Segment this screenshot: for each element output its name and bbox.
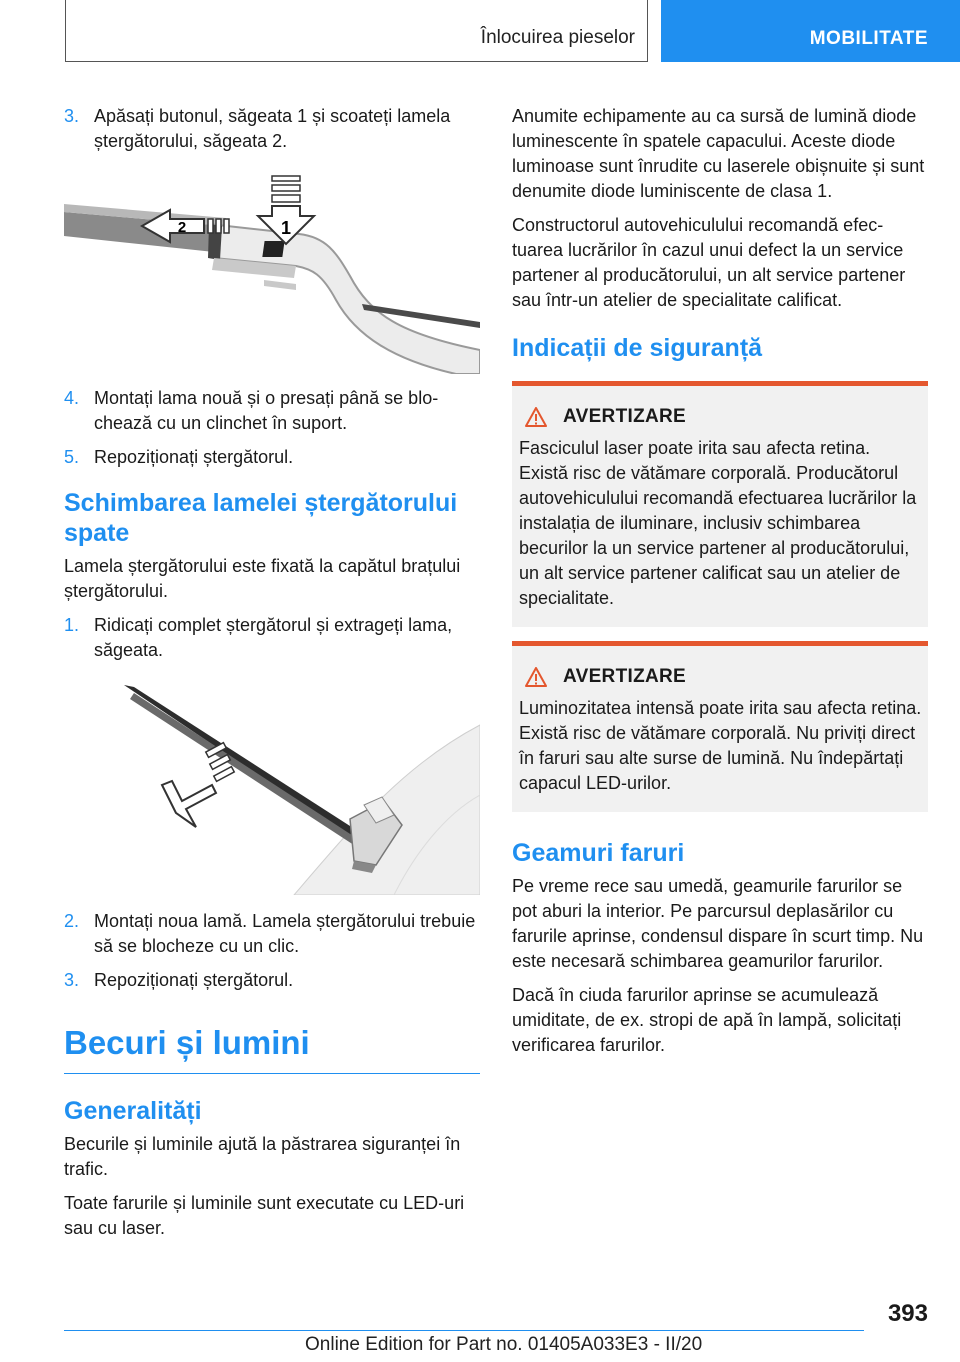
bulbs-heading: Becuri și lumini	[64, 1023, 480, 1074]
general-paragraph: Becurile și luminile ajută la păstrarea siguranței în trafic.	[64, 1134, 461, 1179]
wiper-blade-illustration	[64, 174, 480, 374]
step-item	[64, 104, 480, 154]
headlight-glass-paragraph: Dacă în ciuda farurilor aprinse se acumulează umiditate, de ex. stropi de apă în lampă, solicitați verificarea farurilor.	[512, 985, 902, 1055]
rear-wiper-figure	[64, 685, 480, 895]
step-number: 5.	[64, 447, 80, 467]
step-number: 1.	[64, 615, 80, 635]
step-text: Montați noua lamă. Lamela ștergătorului trebuie să se blocheze cu un clic.	[94, 911, 476, 956]
step-text: Repoziționați ștergătorul.	[94, 447, 294, 467]
step-item	[64, 613, 480, 663]
step-number: 2.	[64, 911, 80, 931]
wiper-blade-removal-figure	[64, 174, 480, 374]
header-chapter-title: MOBILITATE	[809, 28, 928, 49]
led-paragraph: Anumite echipamente au ca sursă de lumină diode luminescente în spatele capacului. Aceste diode luminoase sunt înrudite cu laserele obișnuite și sunt denumite diode luminiscente de clasa 1.	[512, 106, 925, 201]
warning-text: Fasciculul laser poate irita sau afecta retina. Există risc de vătămare corporală. Producătorul autovehiculului recomandă efectuarea lucrărilor la instalația de iluminare, inclusiv schimbarea becurilor la un service partener al producătorului, un alt service partener calificat sau un atelier de specialitate.	[519, 438, 917, 608]
warning-triangle-icon	[525, 667, 547, 687]
general-heading: Generalități	[64, 1097, 202, 1125]
warning-box	[512, 381, 928, 627]
step-number: 3.	[64, 106, 80, 126]
step-number: 4.	[64, 388, 80, 408]
header-section-tab	[65, 0, 648, 62]
general-paragraph: Toate farurile și luminile sunt executate cu LED-uri sau cu laser.	[64, 1193, 465, 1238]
step-item	[64, 909, 480, 959]
warning-box	[512, 641, 928, 812]
warning-triangle-icon	[525, 407, 547, 427]
warning-title-text: AVERTIZARE	[563, 666, 686, 687]
step-number: 3.	[64, 970, 80, 990]
footer-divider	[64, 1330, 864, 1331]
arrow-1-label: 1	[280, 218, 292, 238]
step-item	[64, 445, 480, 470]
step-text: Apăsați butonul, săgeata 1 și scoateți lamela ștergătorului, săgeata 2.	[94, 106, 451, 151]
warning-text: Luminozitatea intensă poate irita sau afecta retina. Există risc de vătămare corporală. Nu priviți direct în faruri sau alte surse de lumină. Nu îndepărtați capacul LED-urilor.	[519, 698, 922, 793]
rear-wiper-intro: Lamela ștergătorului este fixată la capătul brațului ștergătorului.	[64, 556, 461, 601]
step-text: Repoziționați ștergătorul.	[94, 970, 294, 990]
warning-title	[519, 666, 922, 688]
step-text: Ridicați complet ștergătorul și extrageți lama, săgeata.	[94, 615, 453, 660]
page-number: 393	[887, 1300, 928, 1327]
step-item	[64, 386, 480, 436]
step-text: Montați lama nouă și o presați până se blochează cu un clinchet în suport.	[94, 388, 439, 433]
rear-wiper-illustration	[64, 685, 480, 895]
headlight-glass-heading: Geamuri faruri	[512, 839, 685, 867]
header-chapter-tab	[661, 0, 960, 62]
headlight-glass-paragraph: Pe vreme rece sau umedă, geamurile farurilor se pot aburi la interior. Pe parcursul deplasărilor cu farurile aprinse, condensul dispare în scurt timp. Nu este necesară schimbarea geamurilor farurilor.	[512, 876, 924, 971]
warning-title-text: AVERTIZARE	[563, 406, 686, 427]
header-section-title: Înlocuirea pieselor	[480, 27, 635, 48]
service-paragraph: Constructorul autovehiculului recomandă efectuarea lucrărilor în cazul unui defect la un service partener al producătorului, un alt service partener sau într-un atelier de specialitate calificat.	[512, 215, 906, 310]
rear-wiper-heading: Schimbarea lamelei ștergătorului spate	[64, 489, 458, 547]
arrow-2-label: 2	[177, 219, 187, 236]
safety-heading: Indicații de siguranță	[512, 334, 763, 362]
warning-title	[519, 406, 922, 428]
left-column	[64, 104, 480, 1250]
footer-edition: Online Edition for Part no. 01405A033E3 - II/20	[305, 1334, 703, 1355]
step-item	[64, 968, 480, 993]
right-column	[512, 104, 928, 1067]
